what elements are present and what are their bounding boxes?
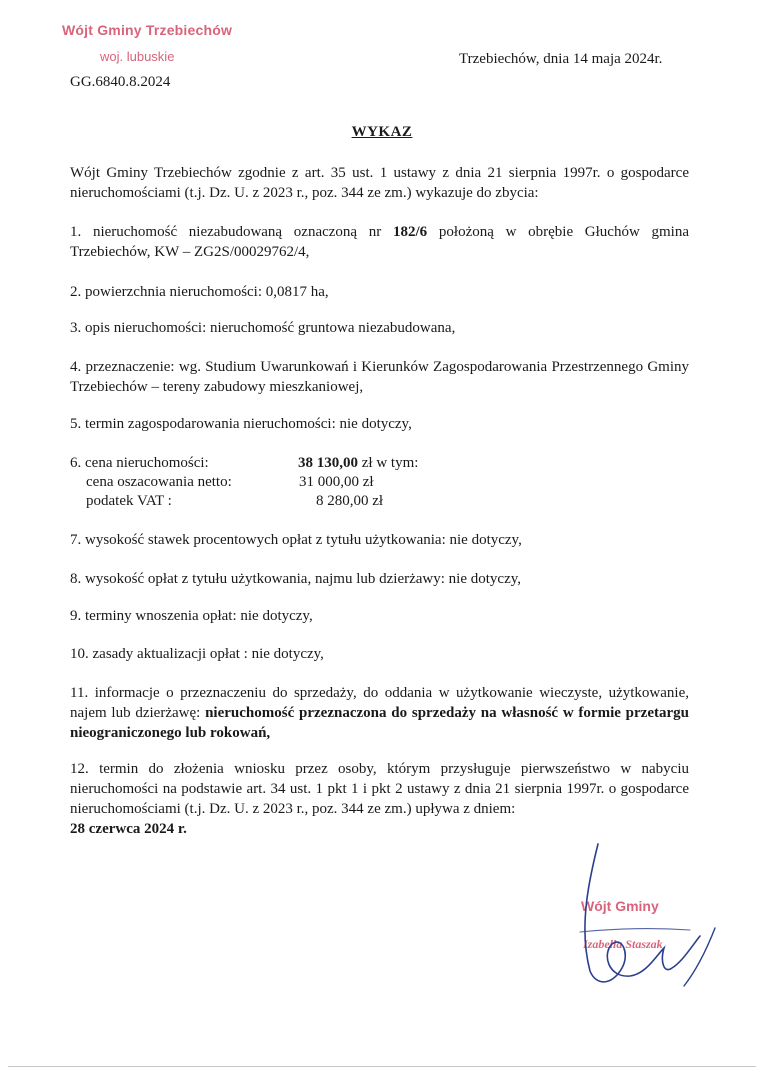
intro-paragraph: Wójt Gminy Trzebiechów zgodnie z art. 35 ust. 1 ustawy z dnia 21 sierpnia 1997r. o gospodarce nieruchomościami (t.j. Dz. U. z 2023 r., poz. 344 ze zm.) wykazuje do zbycia: [70, 165, 689, 201]
item-12-text: 12. termin do złożenia wniosku przez osoby, którym przysługuje pierwszeństwo w nabyciu nieruchomości na podstawie art. 34 ust. 1 pkt 1 i pkt 2 ustawy z dnia 21 sierpnia 1997r. o gospodarce nieruchomościami (t.j. Dz. U. z 2023 r., poz. 344 ze zm.) upływa z dniem: [70, 761, 689, 817]
parcel-number: 182/6 [393, 224, 428, 240]
price-value-amount: 38 130,00 [298, 455, 358, 471]
item-5: 5. termin zagospodarowania nieruchomości: nie dotyczy, [70, 416, 412, 432]
item-10: 10. zasady aktualizacji opłat : nie dotyczy, [70, 646, 324, 662]
handwritten-signature-icon [560, 836, 740, 1006]
item-1 [70, 222, 689, 262]
item-1-text-end: położoną w obrębie Głuchów gmina Trzebiechów, KW – ZG2S/00029762/4, [70, 224, 690, 260]
item-3: 3. opis nieruchomości: nieruchomość gruntowa niezabudowana, [70, 320, 456, 336]
bottom-edge-line [8, 1066, 756, 1067]
price-value [298, 453, 418, 473]
item-1-text-start: 1. nieruchomość niezabudowaną oznaczoną nr [70, 224, 394, 240]
vat-label: podatek VAT : [86, 493, 172, 509]
item-7: 7. wysokość stawek procentowych opłat z tytułu użytkowania: nie dotyczy, [70, 532, 522, 548]
net-price-label: cena oszacowania netto: [86, 474, 232, 490]
item-8: 8. wysokość opłat z tytułu użytkowania, najmu lub dzierżawy: nie dotyczy, [70, 571, 521, 587]
document-heading: WYKAZ [351, 124, 413, 140]
price-label: 6. cena nieruchomości: [70, 455, 209, 471]
signature-block [560, 836, 740, 1006]
item-12 [70, 759, 689, 839]
item-11-bold-text: nieruchomość przeznaczona do sprzedaży na własność w formie przetargu nieograniczonego lub rokowań, [70, 705, 689, 741]
signature-title: Wójt Gminy [581, 898, 659, 914]
office-stamp-line2: woj. lubuskie [100, 49, 175, 64]
net-price-value: 31 000,00 zł [299, 474, 374, 490]
place-and-date: Trzebiechów, dnia 14 maja 2024r. [459, 51, 663, 67]
signature-name: Izabella Staszak [583, 937, 663, 951]
item-4: 4. przeznaczenie: wg. Studium Uwarunkowań i Kierunków Zagospodarowania Przestrzennego Gminy Trzebiechów – tereny zabudowy mieszkaniowej, [70, 359, 689, 395]
reference-number: GG.6840.8.2024 [70, 74, 171, 90]
office-stamp-line1: Wójt Gminy Trzebiechów [62, 22, 233, 38]
item-2: 2. powierzchnia nieruchomości: 0,0817 ha, [70, 284, 329, 300]
vat-value: 8 280,00 zł [316, 493, 384, 509]
deadline-date: 28 czerwca 2024 r. [70, 821, 187, 837]
price-value-suffix: zł w tym: [358, 455, 419, 471]
item-11 [70, 683, 689, 743]
item-9: 9. terminy wnoszenia opłat: nie dotyczy, [70, 608, 313, 624]
item-11-text: 11. informacje o przeznaczeniu do sprzedaży, do oddania w użytkowanie wieczyste, użytkowanie, najem lub dzierżawę: [70, 685, 689, 721]
